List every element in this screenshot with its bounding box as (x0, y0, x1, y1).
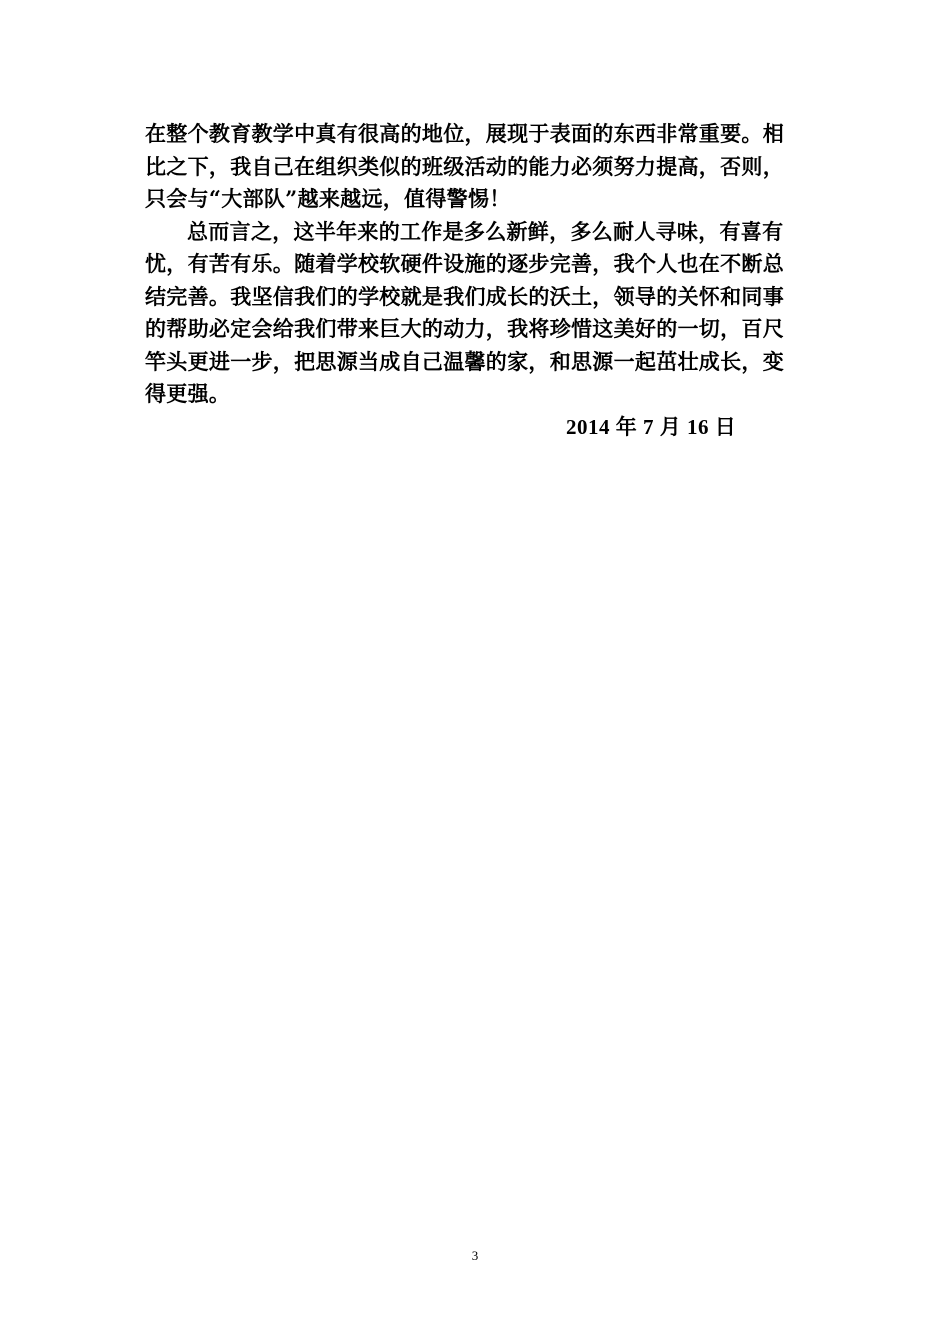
body-line-2: 比之下，我自己在组织类似的班级活动的能力必须努力提高，否则， (145, 153, 784, 179)
body-line-4: 总而言之，这半年来的工作是多么新鲜，多么耐人寻味，有喜有 (187, 218, 784, 244)
body-line-5: 忧，有苦有乐。随着学校软硬件设施的逐步完善，我个人也在不断总 (145, 251, 784, 276)
document-date: 2014 年 7 月 16 日 (566, 414, 737, 439)
body-line-1: 在整个教育教学中真有很高的地位，展现于表面的东西非常重要。相 (145, 121, 784, 146)
body-line-8: 竿头更进一步，把思源当成自己温馨的家，和思源一起茁壮成长，变 (145, 348, 784, 374)
document-body (145, 118, 807, 443)
body-line-6: 结完善。我坚信我们的学校就是我们成长的沃土，领导的关怀和同事 (145, 283, 784, 309)
body-line-3: 只会与“大部队”越来越远，值得警惕！ (145, 186, 511, 211)
page-number: 3 (471, 1248, 479, 1263)
body-line-9: 得更强。 (145, 381, 231, 406)
body-line-7: 的帮助必定会给我们带来巨大的动力，我将珍惜这美好的一切，百尺 (145, 316, 784, 341)
